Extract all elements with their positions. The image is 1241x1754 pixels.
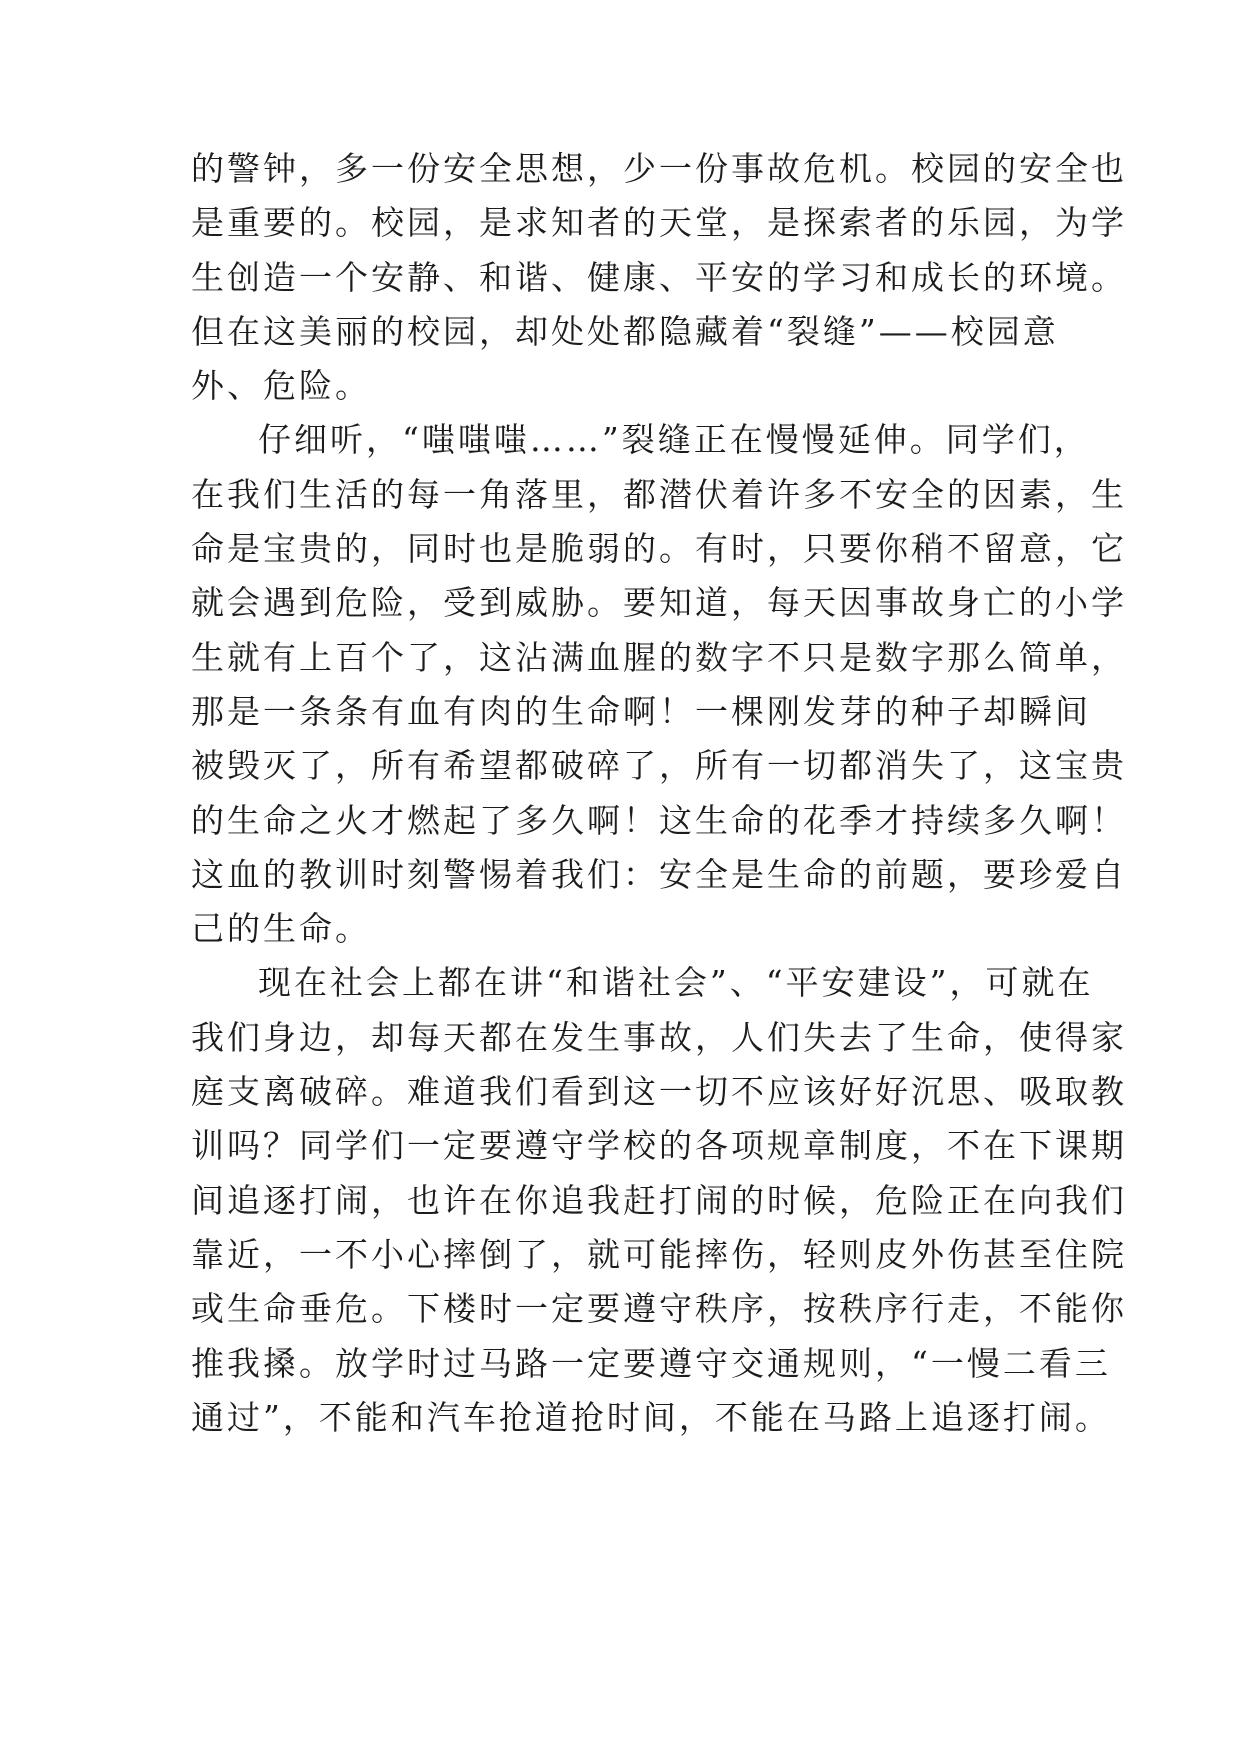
text-line: 我们身边，却每天都在发生事故，人们失去了生命，使得家 xyxy=(191,1017,1127,1057)
body-text xyxy=(191,142,1127,1445)
text-line: 的警钟，多一份安全思想，少一份事故危机。校园的安全也 xyxy=(191,149,1127,188)
text-line: 的生命之火才燃起了多久啊！这生命的花季才持续多久啊！ xyxy=(191,800,1127,840)
text-line: 生就有上百个了，这沾满血腥的数字不只是数字那么简单， xyxy=(191,637,1127,677)
text-line: 现在社会上都在讲“和谐社会”、“平安建设”，可就在 xyxy=(258,963,1094,1003)
paragraph-3 xyxy=(191,956,1127,1445)
text-line: 靠近，一不小心摔倒了，就可能摔伤，轻则皮外伤甚至住院 xyxy=(191,1234,1127,1274)
text-line: 通过”，不能和汽车抢道抢时间，不能在马路上追逐打闹。 xyxy=(191,1397,1111,1437)
text-line: 那是一条条有血有肉的生命啊！一棵刚发芽的种子却瞬间 xyxy=(191,691,1091,731)
text-line: 是重要的。校园，是求知者的天堂，是探索者的乐园，为学 xyxy=(191,203,1127,243)
text-line: 仔细听，“嗤嗤嗤……”裂缝正在慢慢延伸。同学们， xyxy=(258,420,1090,460)
text-line: 生创造一个安静、和谐、健康、平安的学习和成长的环境。 xyxy=(191,257,1127,297)
text-line: 外、危险。 xyxy=(191,366,371,406)
paragraph-2 xyxy=(191,413,1127,956)
text-line: 被毁灭了，所有希望都破碎了，所有一切都消失了，这宝贵 xyxy=(191,746,1127,786)
text-line: 在我们生活的每一角落里，都潜伏着许多不安全的因素，生 xyxy=(191,474,1127,514)
text-line: 己的生命。 xyxy=(191,909,371,949)
paragraph-1 xyxy=(191,142,1127,413)
text-line: 训吗？同学们一定要遵守学校的各项规章制度，不在下课期 xyxy=(191,1126,1127,1166)
text-line: 但在这美丽的校园，却处处都隐藏着“裂缝”——校园意 xyxy=(191,311,1059,351)
text-line: 推我搡。放学时过马路一定要遵守交通规则，“一慢二看三 xyxy=(191,1343,1111,1383)
text-line: 这血的教训时刻警惕着我们：安全是生命的前题，要珍爱自 xyxy=(191,854,1127,894)
text-line: 或生命垂危。下楼时一定要遵守秩序，按秩序行走，不能你 xyxy=(191,1289,1127,1329)
text-line: 就会遇到危险，受到威胁。要知道，每天因事故身亡的小学 xyxy=(191,583,1127,623)
text-line: 间追逐打闹，也许在你追我赶打闹的时候，危险正在向我们 xyxy=(191,1180,1127,1220)
text-line: 庭支离破碎。难道我们看到这一切不应该好好沉思、吸取教 xyxy=(191,1072,1127,1112)
text-line: 命是宝贵的，同时也是脆弱的。有时，只要你稍不留意，它 xyxy=(191,529,1127,569)
